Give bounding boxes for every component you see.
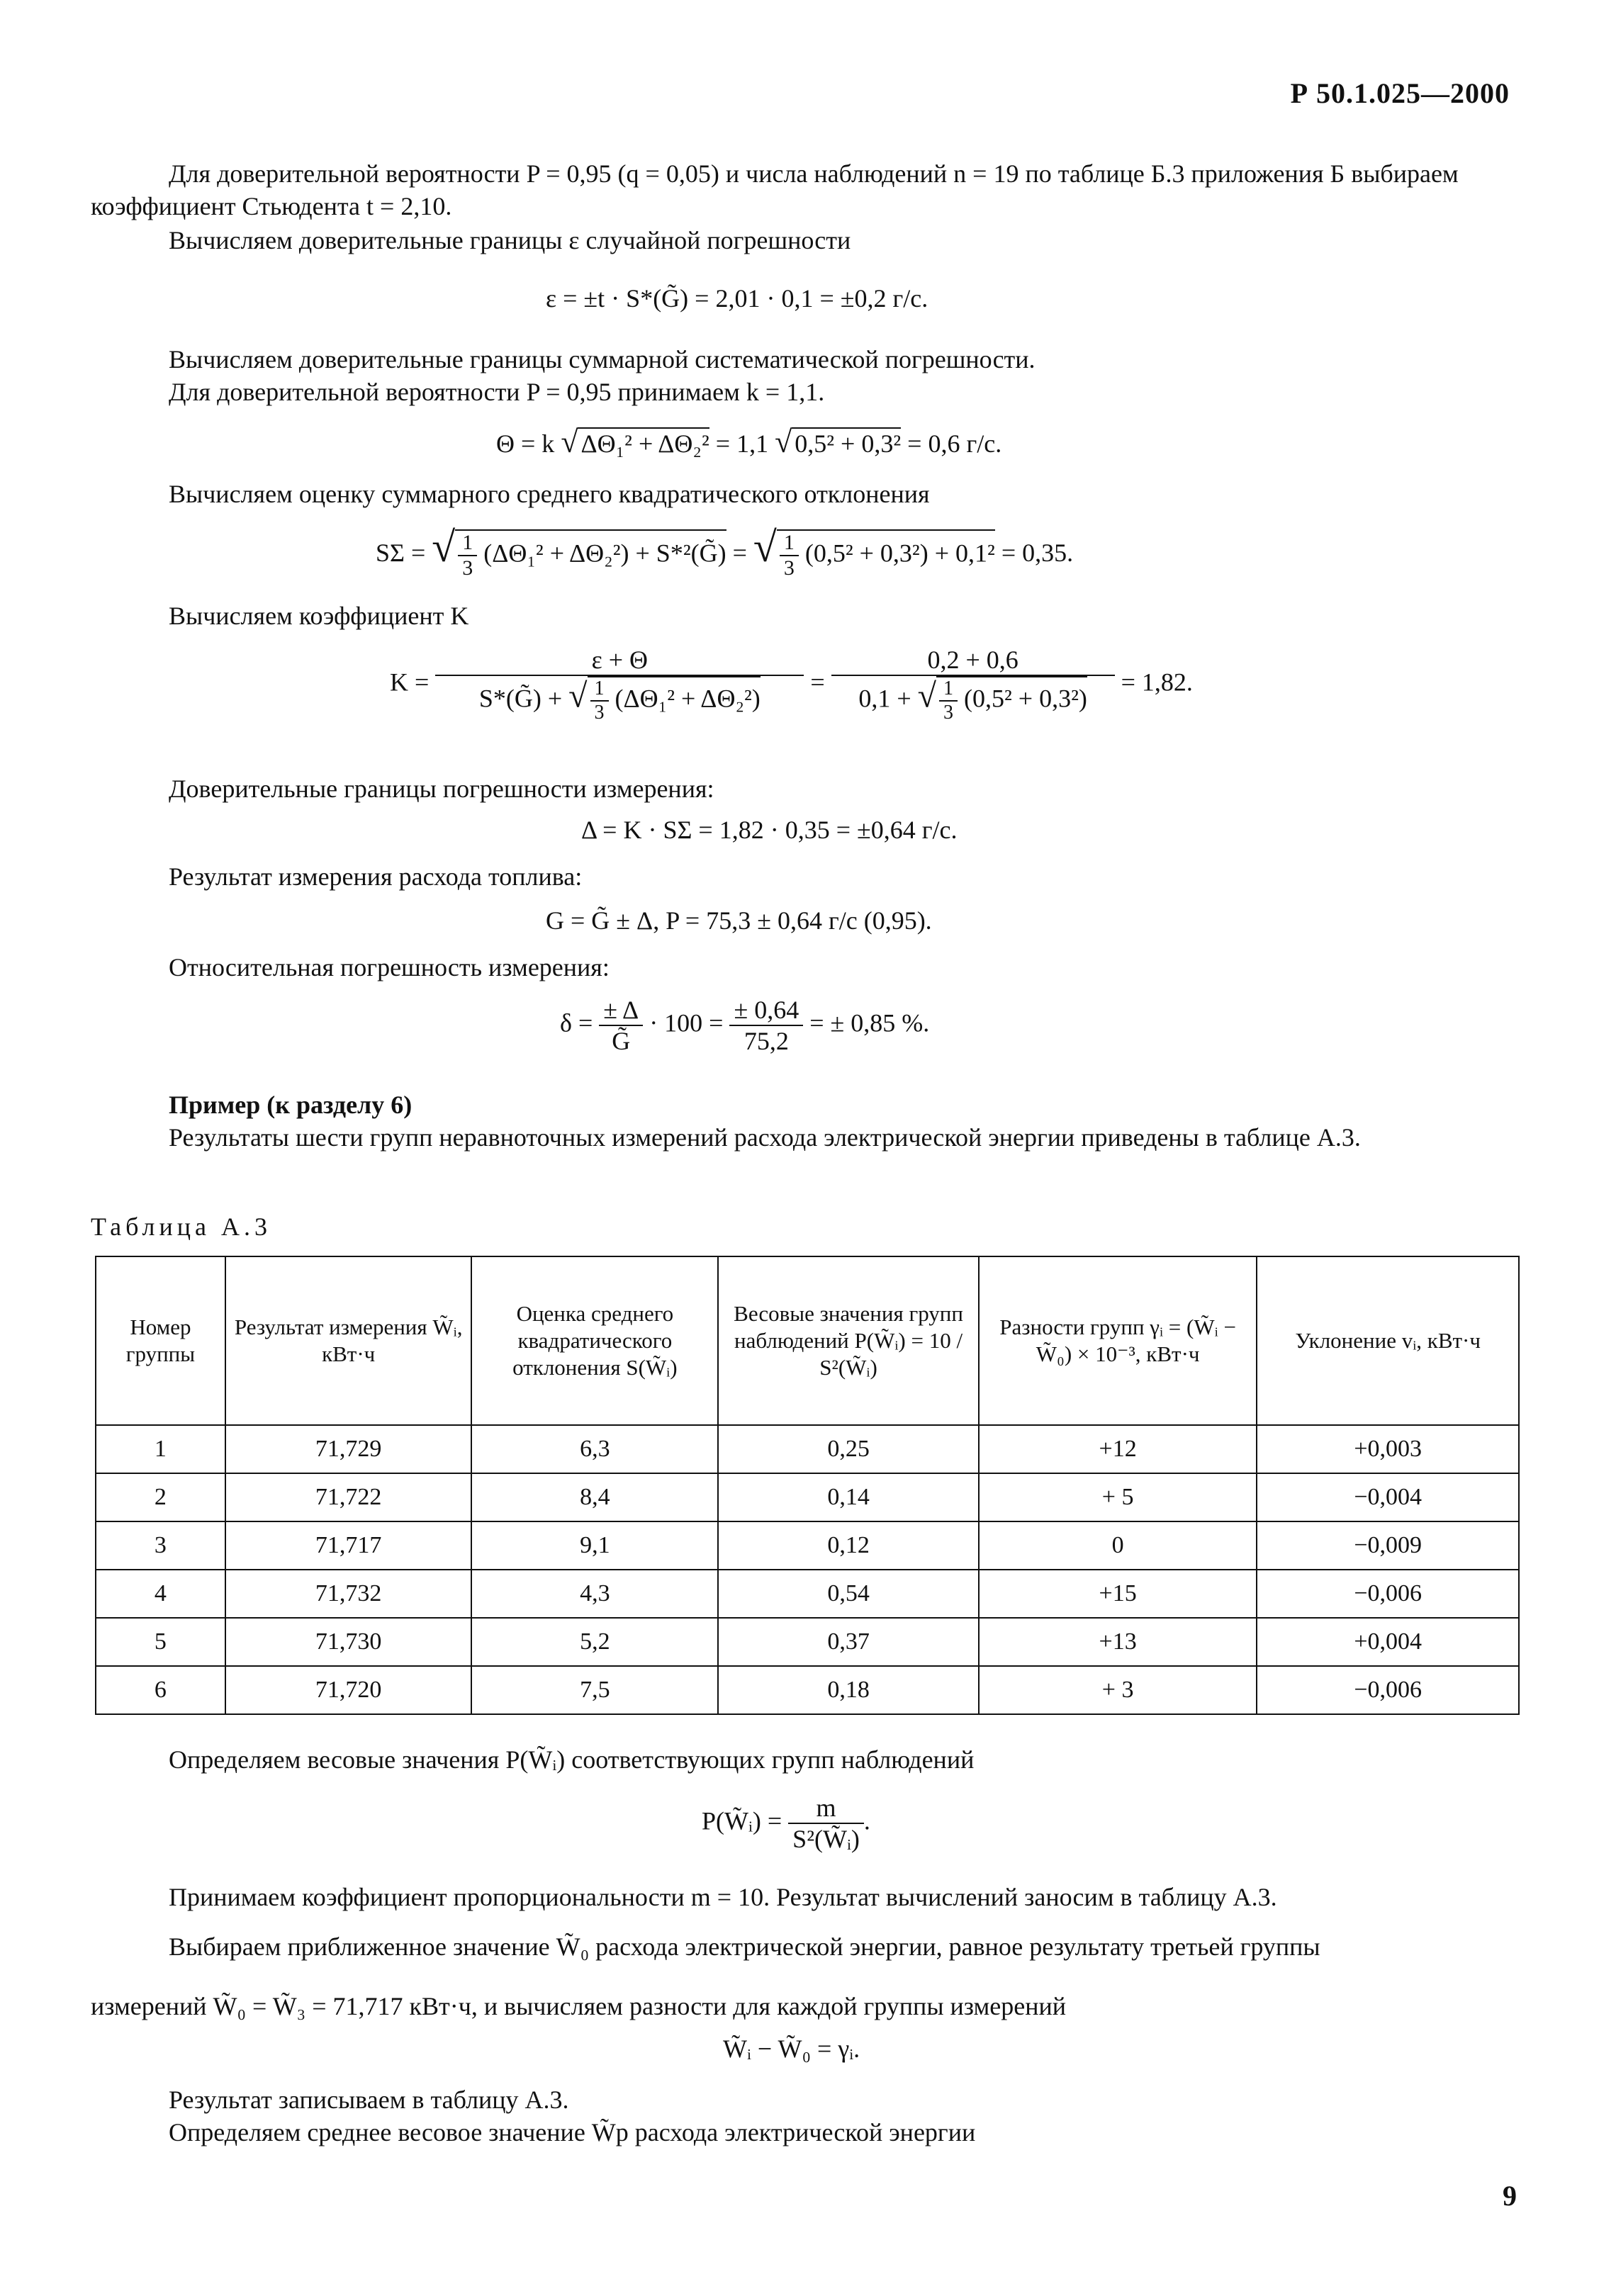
table-cell: +13 (979, 1618, 1257, 1666)
page-number: 9 (1503, 2180, 1517, 2212)
formula-k-numerator-1: ε + Θ (435, 645, 804, 676)
table-cell: +15 (979, 1570, 1257, 1618)
formula-s-sigma-radical-2 (777, 529, 995, 580)
table-cell: 0,54 (718, 1570, 979, 1618)
formula-relative-error-mid: · 100 = (643, 1008, 730, 1037)
formula-relative-error-numerator-1: ± Δ (599, 995, 643, 1026)
formula-weights (702, 1793, 870, 1854)
table-cell: 5 (96, 1618, 225, 1666)
paragraph-weights: Определяем весовые значения P(W̃ᵢ) соответствующих групп наблюдений (169, 1745, 975, 1774)
paragraph-student-coefficient: Для доверительной вероятности P = 0,95 (q = 0,05) и числа наблюдений n = 19 по таблице Б.3 приложения Б выбираем коэффициент Стьюдента t = 2,10. (91, 159, 1459, 220)
table-cell: 1 (96, 1425, 225, 1473)
formula-k-denominator-1-radicand: (ΔΘ₁² + ΔΘ₂²) (615, 684, 761, 713)
formula-theta-radicand-1: ΔΘ₁² + ΔΘ₂² (578, 427, 709, 458)
fraction-three: 3 (594, 702, 605, 724)
table-cell: 6,3 (471, 1425, 718, 1473)
table-row (96, 1521, 1519, 1570)
table-cell: 71,729 (225, 1425, 472, 1473)
formula-s-sigma-radicand-2: (0,5² + 0,3²) + 0,1² (804, 539, 995, 567)
table-header-group-number: Номер группы (96, 1256, 225, 1425)
formula-weights-numerator: m (788, 1793, 864, 1824)
table-cell: −0,004 (1257, 1473, 1519, 1521)
formula-g-result: G = G̃ ± Δ, P = 75,3 ± 0,64 г/с (0,95). (546, 906, 932, 935)
formula-k (390, 645, 1193, 724)
fraction-one: 1 (458, 531, 477, 556)
table-row (96, 1618, 1519, 1666)
paragraph-confidence-k: Для доверительной вероятности P = 0,95 принимаем k = 1,1. (169, 378, 825, 406)
paragraph-differences: измерений W̃₀ = W̃₃ = 71,717 кВт·ч, и вычисляем разности для каждой группы измерений (91, 1992, 1067, 2020)
example-title: Пример (к разделу 6) (169, 1091, 413, 1119)
formula-differences: W̃ᵢ − W̃₀ = γᵢ. (723, 2035, 860, 2063)
paragraph-proportionality: Принимаем коэффициент пропорциональности m = 10. Результат вычислений заносим в таблицу А.3. (169, 1883, 1277, 1911)
formula-weights-rhs: . (863, 1806, 870, 1835)
formula-relative-error (560, 995, 929, 1056)
table-cell: −0,009 (1257, 1521, 1519, 1570)
formula-weights-denominator: S²(W̃ᵢ) (792, 1825, 860, 1853)
formula-k-denominator-2-a: 0,1 + (858, 684, 918, 713)
table-cell: 5,2 (471, 1618, 718, 1666)
table-header-weight-values: Весовые значения групп наблюдений P(W̃ᵢ) = 10 / S²(W̃ᵢ) (718, 1256, 979, 1425)
table-header-measurement-result: Результат измерения W̃ᵢ, кВт·ч (225, 1256, 472, 1425)
fraction-three: 3 (943, 702, 954, 724)
table-header-group-differences: Разности групп γᵢ = (W̃ᵢ − W̃₀) × 10⁻³, кВт·ч (979, 1256, 1257, 1425)
formula-k-denominator-1: S*(G̃) + √ $\frac{1}{3}$ (ΔΘ₁² + ΔΘ₂²) (478, 677, 761, 724)
formula-k-denominator-1-a: S*(G̃) + (478, 684, 569, 713)
table-cell: 4 (96, 1570, 225, 1618)
table-cell: 2 (96, 1473, 225, 1521)
formula-relative-error-fraction-1 (599, 995, 643, 1056)
paragraph-coefficient-k: Вычисляем коэффициент K (169, 602, 469, 630)
table-row (96, 1425, 1519, 1473)
formula-k-fraction-2 (831, 645, 1115, 724)
paragraph-systematic-error: Вычисляем доверительные границы суммарной систематической погрешности. (169, 345, 1036, 373)
paragraph-total-sd: Вычисляем оценку суммарного среднего квадратического отклонения (169, 480, 930, 508)
formula-s-sigma-eq: = (726, 539, 753, 567)
formula-relative-error-rhs: = ± 0,85 %. (803, 1008, 930, 1037)
formula-theta-radicand-2: 0,5² + 0,3² (792, 427, 901, 458)
formula-k-rhs: = 1,82. (1114, 668, 1193, 697)
paragraph-relative-error: Относительная погрешность измерения: (169, 953, 610, 981)
formula-relative-error-denominator-1: G̃ (612, 1027, 631, 1055)
paragraph-table-intro: Результаты шести групп неравноточных измерений расхода электрической энергии приведены в таблице А.3. (169, 1123, 1361, 1152)
formula-theta: Θ = k √ ΔΘ₁² + ΔΘ₂² = 1,1 √ 0,5² + 0,3² = 0,6 г/с. (496, 424, 1002, 459)
formula-weights-fraction (788, 1793, 864, 1854)
formula-relative-error-lhs: δ = (560, 1008, 593, 1037)
table-cell: 0,37 (718, 1618, 979, 1666)
formula-s-sigma-radicand-1: (ΔΘ₁² + ΔΘ₂²) + S*²(G̃) (483, 539, 726, 567)
formula-s-sigma-rhs: = 0,35. (994, 539, 1074, 567)
formula-relative-error-denominator-2: 75,2 (744, 1027, 789, 1055)
table-header-standard-deviation: Оценка среднего квадратического отклонения S(W̃ᵢ) (471, 1256, 718, 1425)
paragraph-random-error: Вычисляем доверительные границы ε случайной погрешности (169, 226, 851, 254)
paragraph-confidence-bounds: Доверительные границы погрешности измерения: (169, 775, 714, 803)
formula-k-numerator-2: 0,2 + 0,6 (831, 645, 1115, 676)
table-cell: + 5 (979, 1473, 1257, 1521)
fraction-three: 3 (783, 556, 795, 580)
data-table-a3 (95, 1256, 1520, 1715)
table-cell: 0,18 (718, 1666, 979, 1714)
table-cell: 71,730 (225, 1618, 472, 1666)
document-code: Р 50.1.025—2000 (1290, 77, 1510, 109)
formula-k-fraction-1 (435, 645, 804, 724)
table-cell: 0,12 (718, 1521, 979, 1570)
table-cell: + 3 (979, 1666, 1257, 1714)
fraction-one: 1 (780, 531, 799, 556)
paragraph-record-result: Результат записываем в таблицу А.3. (169, 2086, 569, 2114)
fraction-one: 1 (939, 677, 958, 702)
table-cell: 0,14 (718, 1473, 979, 1521)
table-cell: 71,732 (225, 1570, 472, 1618)
table-cell: +0,003 (1257, 1425, 1519, 1473)
table-cell: 71,722 (225, 1473, 472, 1521)
table-cell: 71,720 (225, 1666, 472, 1714)
table-cell: 0 (979, 1521, 1257, 1570)
table-cell: 9,1 (471, 1521, 718, 1570)
table-header-deviation: Уклонение vᵢ, кВт·ч (1257, 1256, 1519, 1425)
table-row (96, 1666, 1519, 1714)
formula-k-eq: = (804, 668, 831, 697)
paragraph-approx-value: Выбираем приближенное значение W̃₀ расхода электрической энергии, равное результату третьей группы (169, 1932, 1320, 1961)
formula-k-denominator-2: 0,1 + √ $\frac{1}{3}$ (0,5² + 0,3²) (858, 677, 1087, 724)
table-cell: 3 (96, 1521, 225, 1570)
formula-s-sigma-radical-1 (455, 529, 726, 580)
formula-theta-mid: = 1,1 (709, 429, 775, 458)
formula-random-error: ε = ±t · S*(G̃) = 2,01 · 0,1 = ±0,2 г/с. (546, 284, 928, 313)
formula-s-sigma-lhs: SΣ = (376, 539, 426, 567)
formula-theta-rhs: = 0,6 г/с. (901, 429, 1002, 458)
formula-s-sigma: SΣ = √ $\frac{1}{3}$ (ΔΘ₁² + ΔΘ₂²) + S*²(G̃) = √ $\frac{1}{3}$ (0,5² + 0,3²) + 0,1² = 0,35. (376, 524, 1074, 580)
formula-k-denominator-2-radicand: (0,5² + 0,3²) (964, 684, 1087, 713)
formula-theta-lhs: Θ = k (496, 429, 555, 458)
formula-delta: Δ = K · SΣ = 1,82 · 0,35 = ±0,64 г/с. (581, 816, 958, 844)
table-row (96, 1570, 1519, 1618)
table-cell: +0,004 (1257, 1618, 1519, 1666)
formula-relative-error-fraction-2 (729, 995, 803, 1056)
table-row (96, 1473, 1519, 1521)
paragraph-fuel-result: Результат измерения расхода топлива: (169, 862, 583, 891)
table-cell: −0,006 (1257, 1666, 1519, 1714)
formula-weights-lhs: P(W̃ᵢ) = (702, 1806, 782, 1835)
table-cell: +12 (979, 1425, 1257, 1473)
table-cell: 4,3 (471, 1570, 718, 1618)
table-cell: 71,717 (225, 1521, 472, 1570)
paragraph-weighted-mean: Определяем среднее весовое значение W̃p расхода электрической энергии (169, 2118, 976, 2146)
table-header-row (96, 1256, 1519, 1425)
table-cell: −0,006 (1257, 1570, 1519, 1618)
table-cell: 8,4 (471, 1473, 718, 1521)
formula-relative-error-numerator-2: ± 0,64 (729, 995, 803, 1026)
formula-k-lhs: K = (390, 668, 430, 697)
fraction-three: 3 (462, 556, 473, 580)
table-title: Таблица А.3 (91, 1212, 271, 1241)
table-cell: 7,5 (471, 1666, 718, 1714)
fraction-one: 1 (590, 677, 609, 702)
table-cell: 6 (96, 1666, 225, 1714)
table-cell: 0,25 (718, 1425, 979, 1473)
